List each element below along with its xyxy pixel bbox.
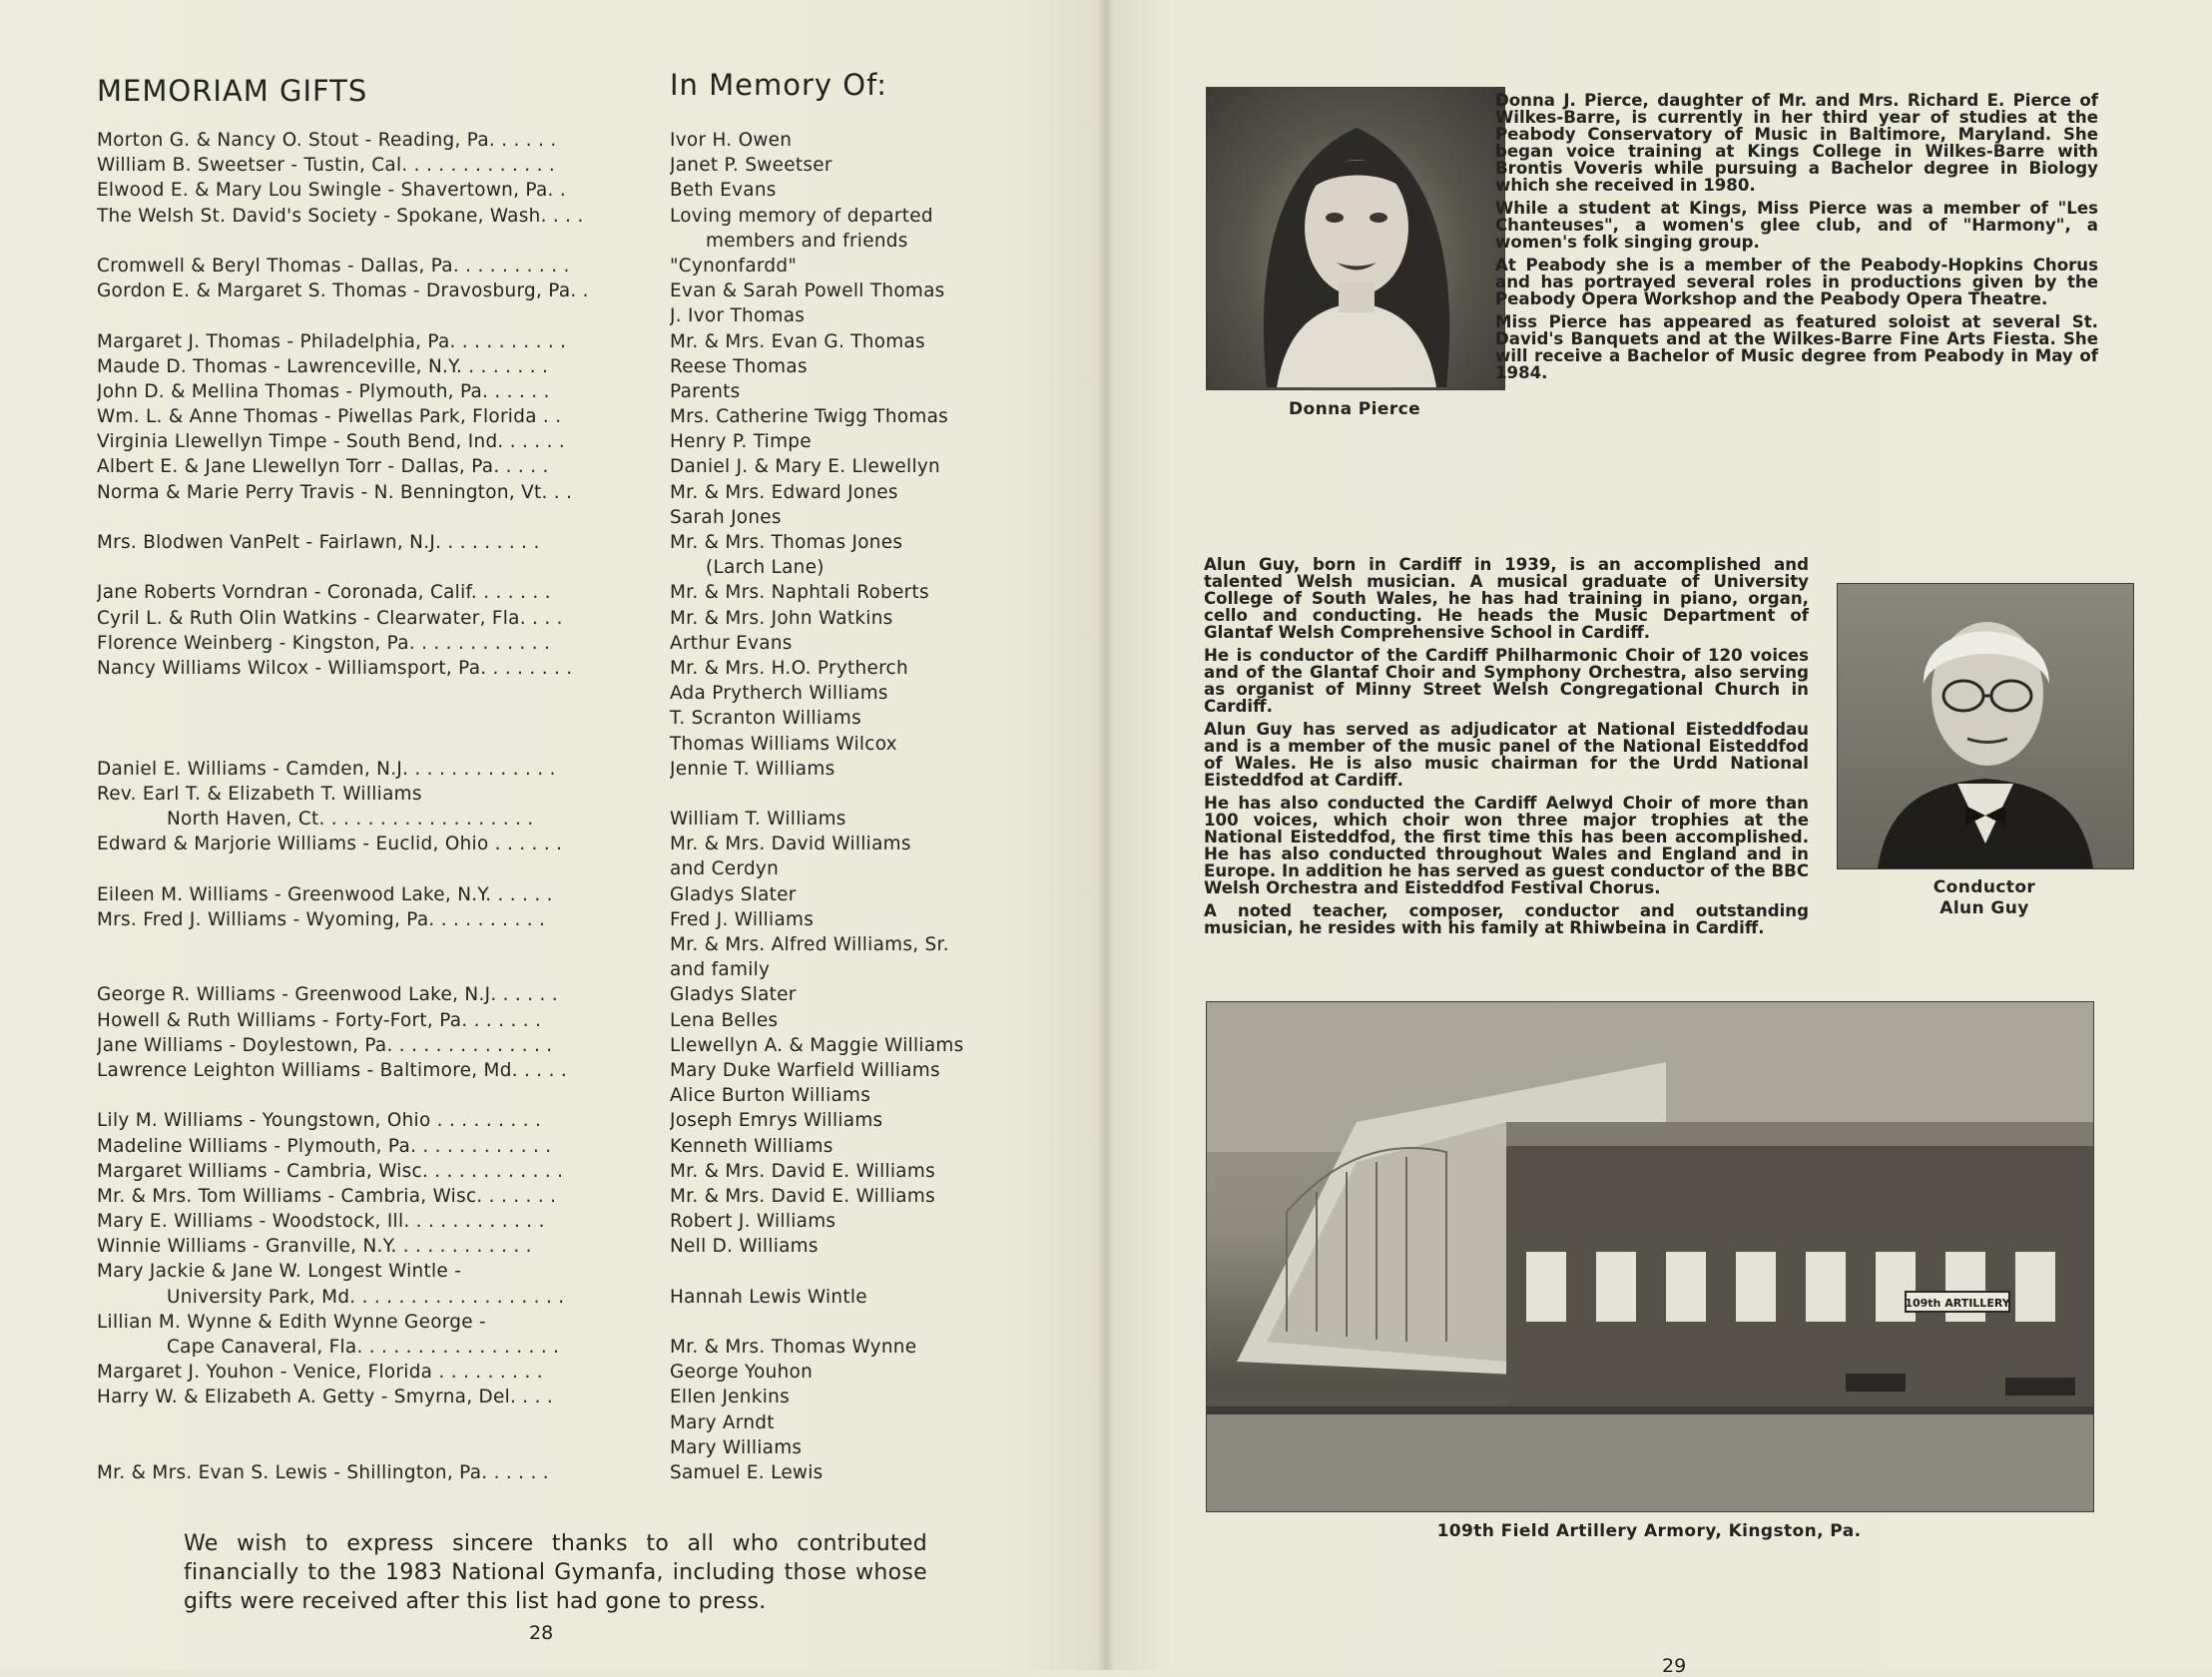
list-item: Thomas Williams Wilcox: [670, 733, 897, 755]
list-item: Edward & Marjorie Williams - Euclid, Ohio . . . . . .: [97, 834, 563, 855]
list-item: Reese Thomas: [670, 355, 808, 377]
list-item: [97, 303, 656, 328]
list-item: members and friends: [706, 230, 908, 252]
list-item: Eileen M. Williams - Greenwood Lake, N.Y. . . . . .: [97, 883, 553, 905]
list-item: Lena Belles: [670, 1009, 779, 1031]
list-item: Daniel E. Williams - Camden, N.J. . . . . . . . . . . . .: [97, 758, 556, 780]
page-number-right: 29: [1662, 1655, 1687, 1677]
list-item: Mr. & Mrs. Thomas Jones: [670, 532, 903, 553]
list-item: Florence Weinberg - Kingston, Pa. . . . . . . . . . . .: [97, 632, 551, 654]
list-item: Alice Burton Williams: [670, 1085, 871, 1107]
list-item: Mr. & Mrs. David E. Williams: [670, 1185, 935, 1207]
bio-paragraph: A noted teacher, composer, conductor and outstanding musician, he resides with his family at Rhiwbeina in Cardiff.: [1204, 901, 1809, 937]
list-item: Llewellyn A. & Maggie Williams: [670, 1034, 964, 1056]
list-item: [97, 706, 656, 731]
list-item: Rev. Earl T. & Elizabeth T. Williams: [97, 783, 422, 805]
list-item: Howell & Ruth Williams - Forty-Fort, Pa. . . . . . .: [97, 1009, 542, 1031]
bio-paragraph: While a student at Kings, Miss Pierce was a member of "Les Chanteuses", a women's glee club, and of "Harmony", a women's folk singing group.: [1495, 199, 2098, 252]
list-item: Daniel J. & Mary E. Llewellyn: [670, 456, 940, 478]
in-memory-list: [670, 128, 1069, 1485]
list-item: Norma & Marie Perry Travis - N. Bennington, Vt. . .: [97, 481, 573, 503]
list-item: Robert J. Williams: [670, 1211, 836, 1233]
list-item: [97, 505, 656, 530]
list-item: Fred J. Williams: [670, 908, 815, 930]
list-item: Joseph Emrys Williams: [670, 1110, 883, 1132]
list-item: Ivor H. Owen: [670, 130, 793, 151]
caption-title: Conductor: [1933, 877, 2036, 897]
portrait-illustration: [1207, 88, 1504, 389]
list-item: J. Ivor Thomas: [670, 305, 806, 327]
list-item: T. Scranton Williams: [670, 708, 861, 730]
bio-paragraph: He is conductor of the Cardiff Philharmonic Choir of 120 voices and of the Glantaf Choir and Symphony Orchestra, also serving as organist of Minny Street Welsh Congregational Church in Cardiff.: [1204, 646, 1809, 716]
list-item: Mr. & Mrs. Thomas Wynne: [670, 1337, 917, 1358]
list-item: Gladys Slater: [670, 883, 797, 905]
in-memory-of-heading: In Memory Of:: [670, 68, 888, 102]
list-item: Ellen Jenkins: [670, 1387, 790, 1408]
list-item: Mr. & Mrs. Evan G. Thomas: [670, 330, 925, 352]
list-item: Mary Arndt: [670, 1411, 775, 1433]
list-item: Morton G. & Nancy O. Stout - Reading, Pa. . . . . .: [97, 130, 557, 151]
list-item: [97, 229, 656, 254]
list-item: [97, 932, 656, 957]
list-item: and family: [670, 959, 771, 981]
list-item: Virginia Llewellyn Timpe - South Bend, Ind. . . . . .: [97, 431, 566, 453]
donor-list: [97, 128, 656, 1485]
list-item: Mr. & Mrs. David E. Williams: [670, 1160, 935, 1182]
memoriam-gifts-heading: MEMORIAM GIFTS: [97, 74, 368, 108]
list-item: Mr. & Mrs. Naphtali Roberts: [670, 582, 929, 604]
list-item: Mrs. Catherine Twigg Thomas: [670, 406, 949, 428]
list-item: Margaret J. Thomas - Philadelphia, Pa. . . . . . . . . .: [97, 330, 567, 352]
list-item: [670, 1259, 1069, 1284]
list-item: Harry W. & Elizabeth A. Getty - Smyrna, Del. . . .: [97, 1387, 554, 1408]
list-item: Jane Williams - Doylestown, Pa. . . . . . . . . . . . . .: [97, 1034, 553, 1056]
list-item: Evan & Sarah Powell Thomas: [670, 280, 945, 302]
list-item: John D. & Mellina Thomas - Plymouth, Pa. . . . . .: [97, 380, 550, 402]
thanks-note: We wish to express sincere thanks to all who contributed financially to the 1983 National Gymanfa, including those whose gifts were received after this list had gone to press.: [184, 1531, 927, 1614]
alun-guy-photo: [1837, 583, 2134, 869]
left-page: [0, 0, 1106, 1670]
donna-pierce-caption: Donna Pierce: [1289, 399, 1420, 419]
list-item: Mrs. Fred J. Williams - Wyoming, Pa. . . . . . . . . .: [97, 908, 546, 930]
list-item: [97, 957, 656, 982]
list-item: Maude D. Thomas - Lawrenceville, N.Y. . . . . . . .: [97, 355, 549, 377]
armory-photo: [1206, 1001, 2094, 1512]
list-item: [97, 732, 656, 757]
list-item: Gladys Slater: [670, 984, 797, 1006]
list-item: [670, 782, 1069, 807]
list-item: Samuel E. Lewis: [670, 1461, 824, 1483]
list-item: Mary Williams: [670, 1436, 803, 1458]
list-item: Cyril L. & Ruth Olin Watkins - Clearwater, Fla. . . .: [97, 607, 563, 629]
list-item: Loving memory of departed: [670, 205, 933, 227]
armory-caption: 109th Field Artillery Armory, Kingston, Pa.: [1436, 1521, 1862, 1541]
list-item: Mr. & Mrs. Alfred Williams, Sr.: [670, 934, 949, 955]
list-item: [670, 1310, 1069, 1335]
list-item: Mr. & Mrs. David Williams: [670, 834, 911, 855]
alun-guy-caption: [1837, 877, 2132, 919]
list-item: (Larch Lane): [706, 557, 825, 579]
list-item: Nancy Williams Wilcox - Williamsport, Pa. . . . . . . .: [97, 657, 573, 679]
list-item: Lawrence Leighton Williams - Baltimore, Md. . . . .: [97, 1059, 568, 1081]
list-item: Margaret J. Youhon - Venice, Florida . . . . . . . . .: [97, 1362, 543, 1384]
donna-pierce-photo: [1206, 87, 1505, 390]
list-item: [97, 681, 656, 706]
bio-paragraph: He has also conducted the Cardiff Aelwyd Choir of more than 100 voices, which choir won three major trophies at the National Eisteddfod, the first time this has been accomplished. He has also conducted throughout Wales and England and in Europe. In addition he has served as guest conductor of the BBC Welsh Orchestra and Eisteddfod Festival Chorus.: [1204, 794, 1809, 897]
list-item: Wm. L. & Anne Thomas - Piwellas Park, Florida . .: [97, 406, 562, 428]
list-item: William T. Williams: [670, 809, 846, 831]
list-item: Henry P. Timpe: [670, 431, 812, 453]
list-item: [97, 1083, 656, 1108]
list-item: Gordon E. & Margaret S. Thomas - Dravosburg, Pa. .: [97, 280, 589, 302]
list-item: Lily M. Williams - Youngstown, Ohio . . . . . . . . .: [97, 1110, 542, 1132]
page-number-left: 28: [529, 1622, 554, 1644]
bio-paragraph: Miss Pierce has appeared as featured soloist at several St. David's Banquets and at the Wilkes-Barre Fine Arts Fiesta. She will receive a Bachelor of Music degree from Peabody in May of 1984.: [1495, 312, 2098, 382]
list-item: Jane Roberts Vorndran - Coronada, Calif. . . . . . .: [97, 582, 551, 604]
list-item: Mary Duke Warfield Williams: [670, 1059, 940, 1081]
list-item: Hannah Lewis Wintle: [670, 1286, 867, 1308]
list-item: Arthur Evans: [670, 632, 793, 654]
list-item: Janet P. Sweetser: [670, 155, 832, 177]
bio-paragraph: Alun Guy has served as adjudicator at National Eisteddfodau and is a member of the music panel of the National Eisteddfod of Wales. He is also music chairman for the Urdd National Eisteddfod at Cardiff.: [1204, 720, 1809, 790]
armory-building-illustration: [1207, 1002, 2093, 1511]
list-item: Margaret Williams - Cambria, Wisc. . . . . . . . . . . .: [97, 1160, 564, 1182]
caption-name: Alun Guy: [1939, 898, 2029, 918]
armory-sign-text: 109th ARTILLERY: [1905, 1297, 2010, 1310]
list-item: Ada Prytherch Williams: [670, 683, 888, 705]
list-item: University Park, Md. . . . . . . . . . . . . . . . . .: [167, 1286, 565, 1308]
book-gutter: [1098, 0, 1114, 1670]
donna-pierce-bio: [1495, 92, 2098, 387]
list-item: Mr. & Mrs. Edward Jones: [670, 481, 898, 503]
list-item: Nell D. Williams: [670, 1236, 819, 1258]
list-item: Lillian M. Wynne & Edith Wynne George -: [97, 1311, 486, 1333]
list-item: William B. Sweetser - Tustin, Cal. . . . . . . . . . . . .: [97, 155, 556, 177]
list-item: Winnie Williams - Granville, N.Y. . . . . . . . . . . .: [97, 1236, 532, 1258]
list-item: Mary E. Williams - Woodstock, Ill. . . . . . . . . . . .: [97, 1211, 545, 1233]
list-item: Jennie T. Williams: [670, 758, 835, 780]
list-item: Mrs. Blodwen VanPelt - Fairlawn, N.J. . . . . . . . .: [97, 532, 540, 553]
list-item: Cromwell & Beryl Thomas - Dallas, Pa. . . . . . . . . .: [97, 255, 570, 277]
bio-paragraph: Alun Guy, born in Cardiff in 1939, is an accomplished and talented Welsh musician. A musical graduate of University College of South Wales, he has had training in piano, organ, cello and conducting. He heads the Music Department of Glantaf Welsh Comprehensive School in Cardiff.: [1204, 555, 1809, 642]
list-item: Mr. & Mrs. John Watkins: [670, 607, 893, 629]
list-item: George Youhon: [670, 1362, 814, 1384]
list-item: Mary Jackie & Jane W. Longest Wintle -: [97, 1261, 462, 1283]
list-item: Sarah Jones: [670, 506, 782, 528]
list-item: and Cerdyn: [670, 858, 780, 880]
list-item: [97, 555, 656, 580]
list-item: Elwood E. & Mary Lou Swingle - Shavertown, Pa. .: [97, 180, 566, 202]
bio-paragraph: At Peabody she is a member of the Peabody-Hopkins Chorus and has portrayed several roles in productions given by the Peabody Opera Workshop and the Peabody Opera Theatre.: [1495, 256, 2098, 308]
list-item: [97, 1435, 656, 1460]
conductor-illustration: [1838, 584, 2133, 868]
list-item: North Haven, Ct. . . . . . . . . . . . . . . . . .: [167, 809, 534, 831]
list-item: Albert E. & Jane Llewellyn Torr - Dallas, Pa. . . . .: [97, 456, 549, 478]
list-item: [97, 856, 656, 881]
list-item: Beth Evans: [670, 180, 777, 202]
bio-paragraph: Donna J. Pierce, daughter of Mr. and Mrs. Richard E. Pierce of Wilkes-Barre, is currently in her third year of studies at the Peabody Conservatory of Music in Baltimore, Maryland. She began voice training at Kings College in Wilkes-Barre with Brontis Voveris while pursuing a Bachelor degree in Biology which she received in 1980.: [1495, 91, 2098, 195]
alun-guy-bio: [1204, 556, 1809, 942]
list-item: Cape Canaveral, Fla. . . . . . . . . . . . . . . . .: [167, 1337, 560, 1358]
list-item: The Welsh St. David's Society - Spokane, Wash. . . .: [97, 205, 584, 227]
list-item: "Cynonfardd": [670, 255, 798, 277]
list-item: Mr. & Mrs. Tom Williams - Cambria, Wisc. . . . . . .: [97, 1185, 557, 1207]
list-item: Madeline Williams - Plymouth, Pa. . . . . . . . . . . .: [97, 1135, 552, 1157]
list-item: Mr. & Mrs. H.O. Prytherch: [670, 657, 908, 679]
list-item: Mr. & Mrs. Evan S. Lewis - Shillington, Pa. . . . . .: [97, 1461, 549, 1483]
list-item: George R. Williams - Greenwood Lake, N.J. . . . . .: [97, 984, 558, 1006]
list-item: Kenneth Williams: [670, 1135, 833, 1157]
list-item: [97, 1410, 656, 1435]
list-item: Parents: [670, 380, 741, 402]
